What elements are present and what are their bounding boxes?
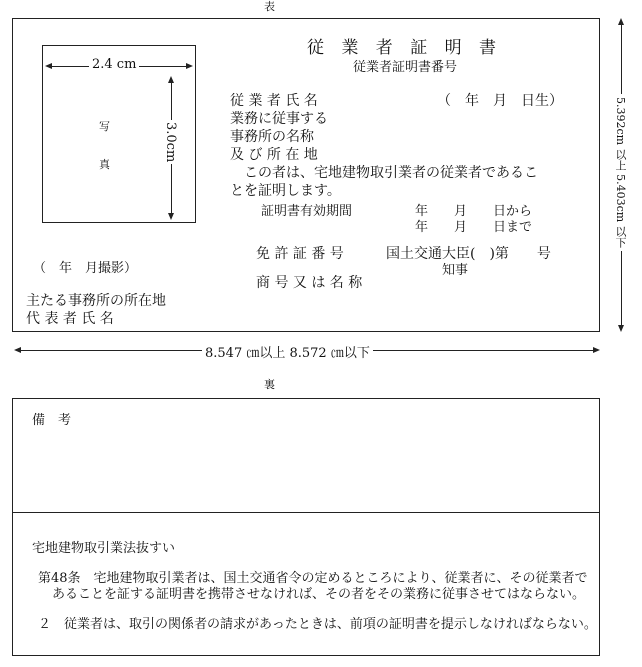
photo-height-label: 3.0cm	[163, 122, 178, 163]
front-side-label: 表	[264, 0, 275, 13]
license-number-value: 国土交通大臣( )第 号	[386, 246, 551, 262]
remarks-divider	[13, 512, 599, 513]
photo-height-arrow-down	[168, 213, 174, 220]
front-card	[12, 18, 600, 332]
card-width-label: 8.547 ㎝以上 8.572 ㎝以下	[202, 342, 373, 361]
statement-line-2: とを証明します。	[230, 183, 341, 199]
back-side-label: 裏	[264, 378, 275, 391]
birth-date-label: （ 年 月 日生）	[437, 93, 563, 109]
photo-taken-date: （ 年 月撮影）	[33, 261, 138, 276]
card-width-arrow-right	[593, 347, 600, 353]
article-48: 第48条 宅地建物取引業者は、国土交通省令の定めるところにより、従業者に、その従業者であることを証する証明書を携帯させなければ、その者をその業務に従事させてはならない。	[38, 571, 588, 602]
photo-width-arrow-left	[45, 63, 52, 69]
trade-name-label: 商 号 又 は 名 称	[256, 275, 363, 291]
photo-width-arrow-right	[186, 63, 193, 69]
validity-to: 年 月 日まで	[415, 220, 533, 235]
office-line-3: 及 び 所 在 地	[230, 147, 318, 163]
law-excerpt-title: 宅地建物取引業法抜すい	[32, 541, 176, 556]
main-office-label: 主たる事務所の所在地	[26, 293, 166, 309]
photo-char-2: 真	[99, 158, 110, 171]
photo-char-1: 写	[99, 120, 110, 133]
card-height-arrow-down	[618, 325, 624, 332]
photo-width-label: 2.4 cm	[89, 57, 139, 72]
back-card	[12, 398, 600, 656]
photo-height-arrow-up	[168, 76, 174, 83]
certificate-title: 従 業 者 証 明 書	[307, 38, 503, 58]
validity-label: 証明書有効期間	[261, 204, 353, 219]
photo-box	[42, 45, 196, 223]
article-48-paragraph-2: ２ 従業者は、取引の関係者の請求があったときは、前項の証明書を提示しなければならない。	[38, 617, 597, 632]
certificate-number-label: 従業者証明書番号	[353, 60, 458, 75]
office-line-1: 業務に従事する	[230, 111, 328, 127]
representative-label: 代 表 者 氏 名	[26, 311, 114, 327]
validity-from: 年 月 日から	[415, 204, 533, 219]
card-height-arrow-up	[618, 18, 624, 25]
license-number-label: 免 許 証 番 号	[256, 246, 344, 262]
license-sub-label: 知事	[442, 263, 469, 278]
card-width-arrow-left	[14, 347, 21, 353]
card-height-label: 5.392cm 以上 5.403cm 以下	[612, 94, 628, 251]
office-line-2: 事務所の名称	[230, 129, 314, 145]
employee-name-label: 従 業 者 氏 名	[230, 93, 318, 109]
statement-line-1: この者は、宅地建物取引業者の従業者であるこ	[230, 165, 538, 181]
remarks-label: 備 考	[32, 413, 72, 428]
